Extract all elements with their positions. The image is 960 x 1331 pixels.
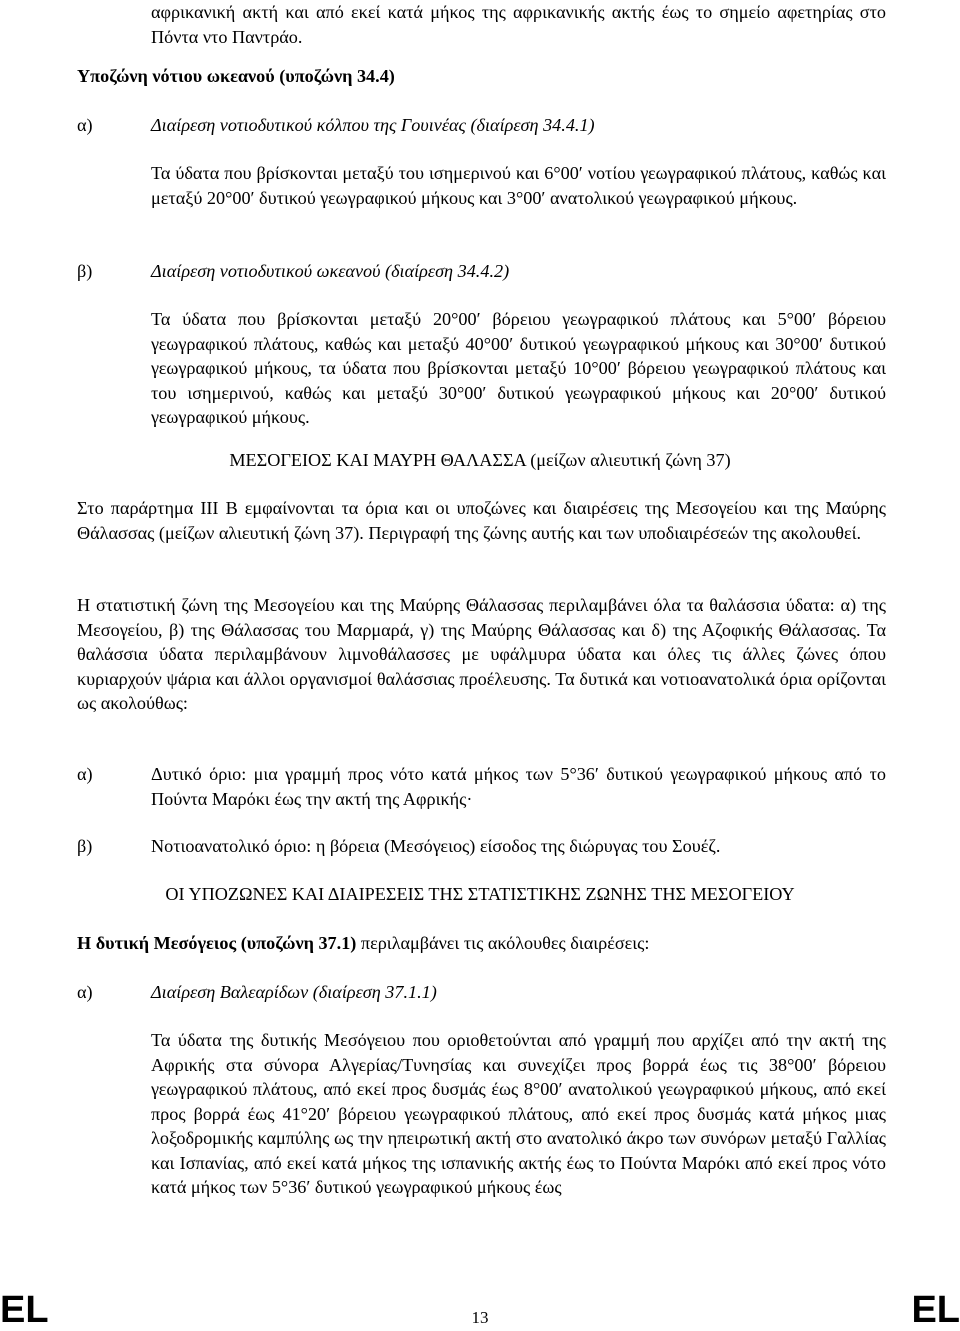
med-heading: ΜΕΣΟΓΕΙΟΣ ΚΑΙ ΜΑΥΡΗ ΘΑΛΑΣΣΑ (μείζων αλιευτική ζώνη 37) <box>229 450 731 470</box>
subzone-heading: Υποζώνη νότιου ωκεανού (υποζώνη 34.4) <box>77 66 395 86</box>
list-a-text: Δυτικό όριο: μια γραμμή προς νότο κατά μήκος των 5°36′ δυτικού γεωγραφικού μήκους από το Πούντα Μαρόκι έως την ακτή της Αφρικής· <box>151 764 886 809</box>
item-b-text: Τα ύδατα που βρίσκονται μεταξύ 20°00′ βόρειου γεωγραφικού πλάτους και 5°00′ βόρειου γεωγραφικού πλάτους, καθώς και μεταξύ 40°00′ δυτικού γεωγραφικού μήκους και 30°00′ δυτικού γεωγραφικού μήκους, τα ύδατα που βρίσκονται μεταξύ 10°00′ βόρειου γεωγραφικού πλάτους και του ισημερινού, καθώς και μεταξύ 30°00′ δυτικού γεωγραφικού μήκους και 20°00′ δυτικού γεωγραφικού μήκους. <box>151 309 886 427</box>
footer-right-lang: EL <box>911 1289 960 1331</box>
stat-zone-paragraph: Η στατιστική ζώνη της Μεσογείου και της Μαύρης Θάλασσας περιλαμβάνει όλα τα θαλάσσια ύδατα: α) της Μεσογείου, β) της Θάλασσας του Μαρμαρά, γ) της Μαύρης Θάλασσας και δ) της Αζοφικής Θάλασσας. Τα θαλάσσια ύδατα περιλαμβάνουν λιμνοθάλασσες με υφάλμυρα ύδατα και όλες τις άλλες ζώνες όπου κυριαρχούν ψάρια και άλλοι οργανισμοί θαλάσσιας προέλευσης. Τα δυτικά και νοτιοανατολικά όρια ορίζονται ως ακολούθως: <box>77 595 886 713</box>
west-med-rest: περιλαμβάνει τις ακόλουθες διαιρέσεις: <box>356 933 650 953</box>
list-b-label: β) <box>77 836 93 856</box>
west-med-paragraph <box>77 931 886 956</box>
item-c-label: α) <box>77 982 93 1002</box>
item-a-label: α) <box>77 115 93 135</box>
list-b-text: Νοτιοανατολικό όριο: η βόρεια (Μεσόγειος) είσοδος της διώρυγας του Σουέζ. <box>151 836 721 856</box>
intro-paragraph: αφρικανική ακτή και από εκεί κατά μήκος της αφρικανικής ακτής έως το σημείο αφετηρίας στο Πόντα ντο Παντράο. <box>151 2 886 47</box>
page-number: 13 <box>471 1308 489 1327</box>
item-b-label: β) <box>77 261 93 281</box>
list-a-label: α) <box>77 764 93 784</box>
annex-paragraph: Στο παράρτημα ΙΙΙ Β εμφαίνονται τα όρια και οι υποζώνες και διαιρέσεις της Μεσογείου και της Μαύρης Θάλασσας (μείζων αλιευτική ζώνη 37). Περιγραφή της ζώνης αυτής και των υποδιαιρέσεών της ακολουθεί. <box>77 498 886 543</box>
item-c-title: Διαίρεση Βαλεαρίδων (διαίρεση 37.1.1) <box>151 982 437 1002</box>
item-a-text: Τα ύδατα που βρίσκονται μεταξύ του ισημερινού και 6°00′ νοτίου γεωγραφικού πλάτους, καθώς και μεταξύ 20°00′ δυτικού γεωγραφικού μήκους και 3°00′ ανατολικού γεωγραφικού μήκους. <box>151 163 886 208</box>
item-a-title: Διαίρεση νοτιοδυτικού κόλπου της Γουινέας (διαίρεση 34.4.1) <box>151 115 595 135</box>
west-med-bold: Η δυτική Μεσόγειος (υποζώνη 37.1) <box>77 933 357 953</box>
item-c-text: Τα ύδατα της δυτικής Μεσόγειου που οριοθετούνται από γραμμή που αρχίζει από την ακτή της Αφρικής στα σύνορα Αλγερίας/Τυνησίας και συνεχίζει προς βορρά έως τις 38°00′ βόρειου γεωγραφικού πλάτους, από εκεί προς δυσμάς έως 8°00′ ανατολικού γεωγραφικού μήκους, από εκεί προς βορρά έως 41°20′ βόρειου γεωγραφικού πλάτους, από εκεί προς δυσμάς κατά μήκος μιας λοξοδρομικής καμπύλης ως την ηπειρωτική ακτή στο ανατολικό άκρο των συνόρων μεταξύ Γαλλίας και Ισπανίας, από εκεί κατά μήκος της ισπανικής ακτής έως το Πούντα Μαρόκι από εκεί προς νότο κατά μήκος των 5°36′ δυτικού γεωγραφικού μήκους έως <box>151 1030 886 1197</box>
item-b-title: Διαίρεση νοτιοδυτικού ωκεανού (διαίρεση 34.4.2) <box>151 261 510 281</box>
subzones-heading: ΟΙ ΥΠΟΖΩΝΕΣ ΚΑΙ ΔΙΑΙΡΕΣΕΙΣ ΤΗΣ ΣΤΑΤΙΣΤΙΚΗΣ ΖΩΝΗΣ ΤΗΣ ΜΕΣΟΓΕΙΟΥ <box>165 884 795 904</box>
footer-left-lang: EL <box>0 1289 49 1331</box>
